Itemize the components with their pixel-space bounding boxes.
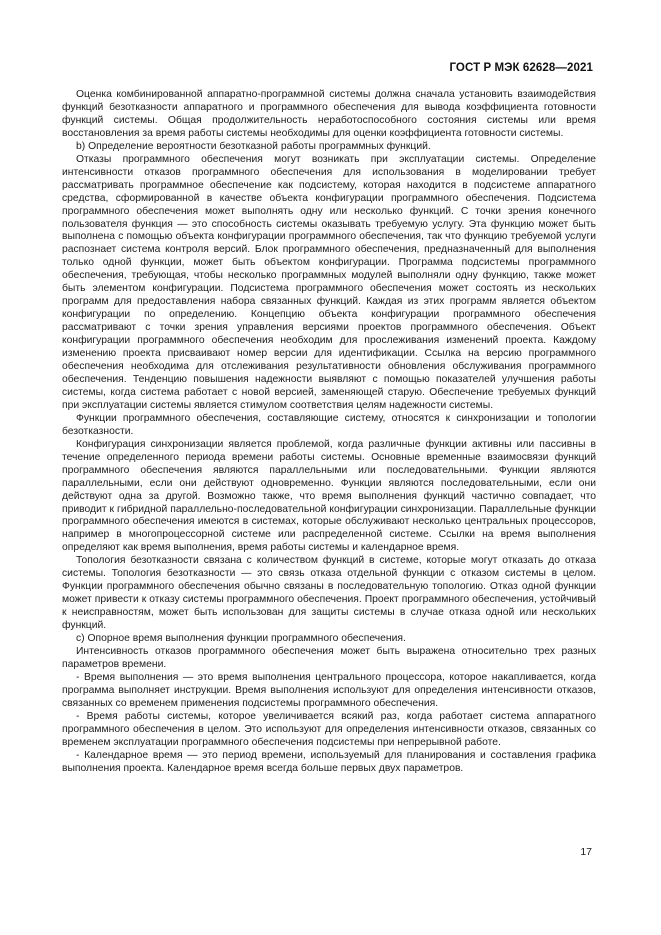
paragraph: b) Определение вероятности безотказной работы программных функций.: [76, 140, 431, 152]
paragraph: Функции программного обеспечения, составляющие систему, относятся к синхронизации и топологии безотказности.: [62, 412, 596, 437]
paragraph: Отказы программного обеспечения могут возникать при эксплуатации системы. Определение интенсивности отказов программного обеспечения для использования в моделировании требует рассматривать программное обеспечение как подсистему, которая находится в подсистеме аппаратного средства, сформированной в качестве объекта конфигурации программного обеспечения. Подсистема программного обеспечения может выполнять одну или несколько функций. С точки зрения конечного пользователя функция — это способность системы оказывать требуемую услугу. Эта функцию может быть выполнена с помощью объекта конфигурации программного обеспечения, так что функцию требуемой услуги распознает система контроля версий. Блок программного обеспечения, предназначенный для выполнения только одной функции, может быть объектом конфигурации. Программа подсистемы программного обеспечения, требующая, чтобы несколько программных модулей выполняли одну функцию, также может быть элементом конфигурации. Подсистема программного обеспечения может состоять из нескольких программ для предоставления набора связанных функций. Каждая из этих программ является объектом конфигурации по определению. Концепцию объекта конфигурации программного обеспечения рассматривают с точки зрения управления версиями проектов программного обеспечения. Объект конфигурации программного обеспечения необходим для прослеживания изменений проекта. Каждому изменению проекта присваивают номер версии для идентификации. Ссылка на версию программного обеспечения необходима для отслеживания результативности обновления обслуживания программного обеспечения. Тенденцию повышения надежности выявляют с помощью показателей улучшения работы системы, когда система работает с новой версией, заменяющей старую. Обеспечение требуемых функций при эксплуатации системы является стимулом соответствия целям надежности системы.: [62, 153, 596, 411]
paragraph: Оценка комбинированной аппаратно-программной системы должна сначала установить взаимодействия функций безотказности аппаратного и программного обеспечения для вывода коэффициента готовности функций системы. Общая продолжительность неработоспособного состояния системы или время восстановления за время работы системы необходимы для оценки коэффициента готовности системы.: [62, 89, 596, 139]
paragraph: Топология безотказности связана с количеством функций в системе, которые могут отказать до отказа системы. Топология безотказности — это связь отказа отдельной функции с отказом системы в целом. Функции программного обеспечения обычно связаны в последовательную топологию. Отказ одной функции может привести к отказу системы программного обеспечения. Проект программного обеспечения, устойчивый к неисправностям, может быть использован для защиты системы в случае отказа одной или нескольких функций.: [62, 555, 596, 632]
page-number: 17: [580, 846, 592, 858]
paragraph: c) Опорное время выполнения функции программного обеспечения.: [76, 633, 406, 645]
body-text: [62, 89, 596, 776]
list-item: - Календарное время — это период времени, используемый для планирования и составления графика выполнения проекта. Календарное время всегда больше первых двух параметров.: [62, 749, 596, 774]
paragraph: Интенсивность отказов программного обеспечения может быть выражена относительно трех разных параметров времени.: [62, 645, 596, 670]
list-item: - Время работы системы, которое увеличивается всякий раз, когда работает система аппаратного программного обеспечения в целом. Это используют для определения интенсивности отказов, связанных со временем эксплуатации программного обеспечения подсистемы при непрерывной работе.: [62, 710, 596, 748]
paragraph: Конфигурация синхронизации является проблемой, когда различные функции активны или пассивны в течение определенного периода времени работы системы. Основные временные взаимосвязи функций программного обеспечения являются параллельными или последовательными. Функции являются параллельными, если они действуют одновременно. Функции являются последовательными, если они действуют одна за другой. Возможно также, что время выполнения функций частично совпадает, что приводит к гибридной параллельно-последовательной конфигурации синхронизации. Параллельные функции программного обеспечения имеются в системах, которые обслуживают несколько центральных процессоров, например в многопроцессорной системе или распределенной системе. Ссылки на время выполнения определяют как время выполнения, время работы системы и календарное время.: [62, 438, 596, 554]
list-item: - Время выполнения — это время выполнения центрального процессора, которое накапливается, когда программа выполняет инструкции. Время выполнения используют для определения интенсивности отказов, связанных со временем применения подсистемы программного обеспечения.: [62, 671, 596, 709]
document-header: ГОСТ Р МЭК 62628—2021: [449, 62, 593, 74]
